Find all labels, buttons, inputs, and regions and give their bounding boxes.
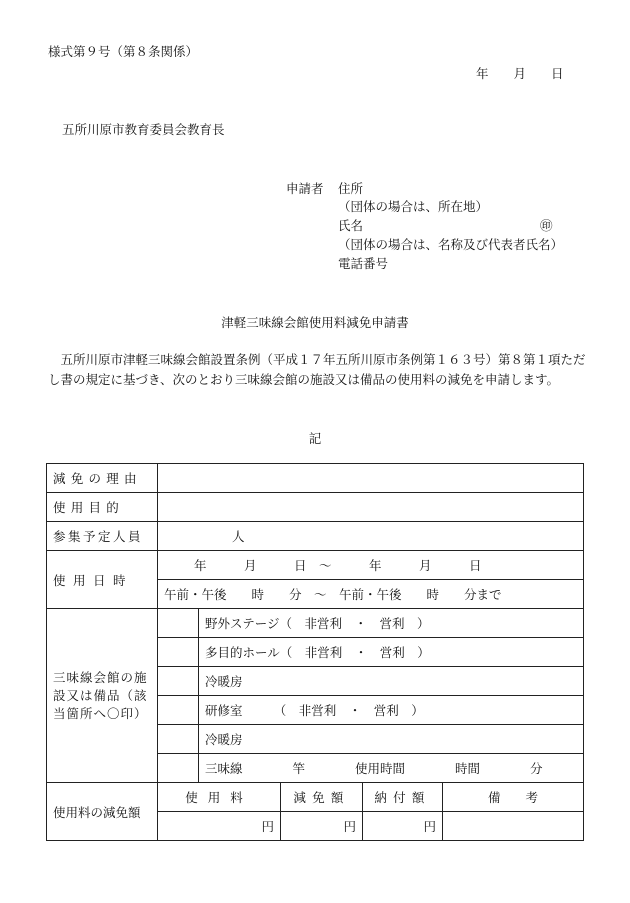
time-field[interactable]: 午前・午後 時 分 ～ 午前・午後 時 分まで [158,580,584,609]
purpose-label: 使用目的 [47,493,158,522]
name-note: （団体の場合は、名称及び代表者氏名） [338,237,564,252]
address-label: 住所 [338,181,364,196]
form-number: 様式第９号（第８条関係） [48,44,199,59]
facility-item-6: 三味線 竿 使用時間 時間 分 [199,754,584,783]
fee-label: 使用料の減免額 [47,783,158,841]
facility-mark-5[interactable] [158,725,199,754]
address-note: （団体の場合は、所在地） [338,199,489,214]
purpose-row [47,493,584,522]
facility-item-1: 野外ステージ（ 非営利 ・ 営利 ） [199,609,584,638]
facility-row-1 [47,609,584,638]
facility-item-3: 冷暖房 [199,667,584,696]
fee-reduction-field[interactable] [281,812,363,841]
fee-remarks-field[interactable] [443,812,584,841]
yen-unit: 円 [343,819,356,834]
yen-unit: 円 [423,819,436,834]
facility-mark-6[interactable] [158,754,199,783]
facility-mark-4[interactable] [158,696,199,725]
date-row [47,551,584,580]
seal-mark: ㊞ [540,218,553,233]
reason-label: 減免の理由 [47,464,158,493]
facility-item-4: 研修室 （ 非営利 ・ 営利 ） [199,696,584,725]
fee-header-row [47,783,584,812]
fee-payment-field[interactable] [363,812,443,841]
date-field[interactable]: 年 月 日 ～ 年 月 日 [158,551,584,580]
fee-usage-field[interactable] [158,812,281,841]
application-table [46,463,584,841]
facility-label: 三味線会館の施設又は備品（該当箇所へ〇印） [47,609,158,783]
reason-row [47,464,584,493]
purpose-field[interactable] [158,493,584,522]
yen-unit: 円 [261,819,274,834]
attendees-row [47,522,584,551]
facility-mark-1[interactable] [158,609,199,638]
date-line: 年 月 日 [476,66,564,81]
attendees-field[interactable] [158,522,584,551]
fee-header-reduction: 減免額 [281,783,363,812]
fee-header-usage: 使用料 [158,783,281,812]
fee-header-payment: 納付額 [363,783,443,812]
phone-label: 電話番号 [338,256,389,271]
addressee: 五所川原市教育委員会教育長 [62,122,225,137]
facility-mark-2[interactable] [158,638,199,667]
datetime-label: 使用日時 [47,551,158,609]
attendees-label: 参集予定人員 [47,522,158,551]
applicant-role: 申請者 [286,181,324,196]
reason-field[interactable] [158,464,584,493]
document-title: 津軽三味線会館使用料減免申請書 [221,315,409,330]
name-label: 氏名 [338,218,364,233]
body-text: 五所川原市津軽三味線会館設置条例（平成１７年五所川原市条例第１６３号）第８第１項ただし書の規定に基づき、次のとおり三味線会館の施設又は備品の使用料の減免を申請します。 [48,352,586,387]
facility-mark-3[interactable] [158,667,199,696]
facility-item-5: 冷暖房 [199,725,584,754]
ki-label: 記 [308,431,322,446]
fee-header-remarks: 備 考 [443,783,584,812]
attendees-unit: 人 [232,529,245,544]
facility-item-2: 多目的ホール（ 非営利 ・ 営利 ） [199,638,584,667]
